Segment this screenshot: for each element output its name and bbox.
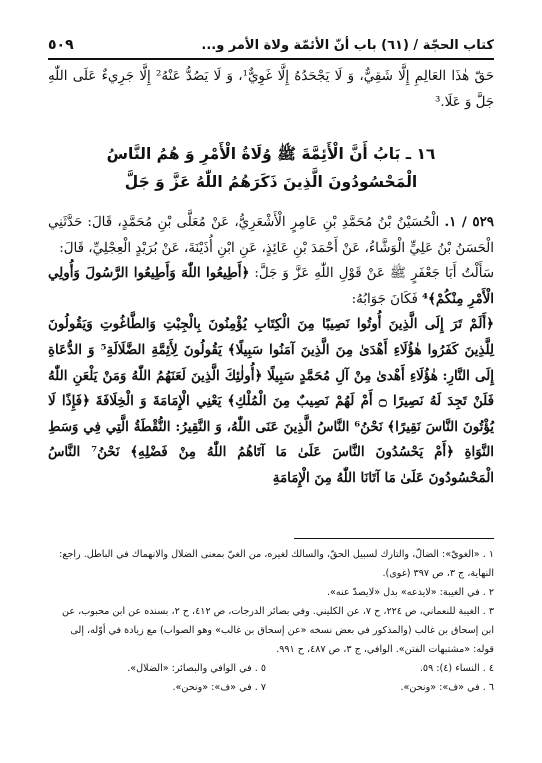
hadith-number: ٥٢٩ / ١. <box>444 214 494 230</box>
answer-intro: فَكَانَ جَوَابُهُ: <box>351 291 418 307</box>
gloss-c: يَعْنِي الْإِمَامَةَ وَ الْخِلَافَةَ <box>95 393 222 410</box>
chapter-heading-line-1: ١٦ ـ بَابُ أَنَّ الْأَئِمَّةَ ﷺ وُلَاةُ الْأَمْرِ وَ هُمُ النَّاسُ <box>106 145 436 163</box>
hadith-chain <box>48 210 494 261</box>
footnote-7: ٧ . في «ف»: «ونحن». <box>172 682 266 693</box>
footnotes <box>48 545 494 697</box>
verse-a: ﴿أَلَمْ تَرَ إِلَى الَّذِينَ أُوتُوا نَصِيبًا مِنَ الْكِتَابِ يُؤْمِنُونَ بِالْجِبْتِ وَالطَّاغُوتِ وَيَقُولُونَ لِلَّذِينَ كَفَرُوا هٰؤُلَاءِ أَهْدَىٰ مِنَ الَّذِينَ آمَنُوا سَبِيلًا﴾ <box>48 316 494 358</box>
chapter-heading-line-2: الْمَحْسُودُونَ الَّذِينَ ذَكَرَهُمُ اللّٰهُ عَزَّ وَ جَلَّ <box>124 173 418 191</box>
question-verse: ﴿أَطِيعُوا اللّٰهَ وَأَطِيعُوا الرَّسُولَ وَأُولِي الْأَمْرِ مِنْكُمْ﴾⁴ <box>48 265 494 307</box>
footnote-3: ٣ . الغيبة للنعماني، ص ٢٢٤، ح ٧، عن الكليني. وفي بصائر الدرجات، ص ٤١٢، ح ٢، بسنده عن ابن محبوب، عن ابن إسحاق بن غالب (والمذكور في بعض نسخه «عن إسحاق بن غالب» وهو الصواب) مع زيادة في أوّله، إلى قوله: «مشتبهات الفتن». الوافي، ج ٣، ص ٤٨٧، ح ٩٩١. <box>62 606 494 655</box>
gloss-a: يَقُولُونَ لِأَئِمَّةِ الضَّلَالَةِ⁵ وَ الدُّعَاةِ إِلَى النَّارِ: <box>48 341 494 384</box>
gloss-d: نَحْنُ⁶ النَّاسُ الَّذِينَ عَنَى اللّٰهُ، وَ النَّقِيرُ: النُّقْطَةُ الَّتِي فِي وَسَطِ النَّوَاةِ <box>48 418 494 461</box>
hadith-block <box>48 210 494 492</box>
hadith-answer <box>48 312 494 491</box>
footnote-5: ٥ . في الوافي والبصائر: «الضلال». <box>127 663 266 674</box>
intro-paragraph: حَقّ هٰذَا العَالِمِ إِلَّا شَقِيٌّ، وَ لَا يَجْحَدُهُ إِلَّا غَوِيٌّ¹، وَ لَا يَصُدُّ عَنْهُ² إِلَّا جَرِيءٌ عَلَى اللّٰهِ جَلَّ وَ عَلَا.³ <box>48 69 494 110</box>
verse-b: ﴿أُولٰئِكَ الَّذِينَ لَعَنَهُمُ اللّٰهُ وَمَنْ يَلْعَنِ اللّٰهُ فَلَنْ تَجِدَ لَهُ نَصِيرًا ۝ أَمْ لَهُمْ نَصِيبٌ مِنَ الْمُلْكِ﴾ <box>48 367 494 410</box>
footnote-6: ٦ . في «ف»: «ونحن». <box>400 682 494 693</box>
running-header-title: كتاب الحجّة / (٦١) باب أنّ الأئمّة ولاة الأمر و... <box>201 37 494 53</box>
hadith-question <box>48 261 494 312</box>
chapter-heading <box>60 140 482 196</box>
footnote-separator <box>294 538 494 539</box>
verse-d: ﴿أَمْ يَحْسُدُونَ النَّاسَ عَلَىٰ مَا آتَاهُمُ اللّٰهُ مِنْ فَضْلِهِ﴾ <box>130 444 454 461</box>
hadith-isnad: الْحُسَيْنُ بْنُ مُحَمَّدِ بْنِ عَامِرٍ الْأَشْعَرِيُّ، عَنْ مُعَلَّى بْنِ مُحَمَّدٍ، قَالَ: حَدَّثَنِي الْحَسَنُ بْنُ عَلِيٍّ الْوَشَّاءُ، عَنْ أَحْمَدَ بْنِ عَائِذٍ، عَنِ ابْنِ أُذَيْنَةَ، عَنْ بُرَيْدٍ الْعِجْلِيِّ، قَالَ: <box>48 215 494 256</box>
footnote-4: ٤ . النساء (٤): ٥٩. <box>419 663 494 674</box>
running-header <box>48 32 494 60</box>
page-number: ٥٠٩ <box>48 37 74 53</box>
footnote-1: ١ . «الغويّ»: الضالّ، والتارك لسبيل الحقّ، والسالك لغيره، من الغيّ بمعنى الضلال والانهماك في الباطل. راجع: النهاية، ج ٣، ص ٣٩٧ (غوى). <box>59 549 494 579</box>
verse-c: ﴿فَإِذًا لَا يُؤْتُونَ النَّاسَ نَقِيرًا﴾ <box>48 393 494 435</box>
footnote-grid <box>48 659 494 697</box>
gloss-b: هٰؤُلَاءِ أَهْدىٰ مِنْ آلِ مُحَمَّدٍ سَبِيلًا <box>267 367 438 384</box>
gloss-e: نَحْنُ⁷ النَّاسُ الْمَحْسُودُونَ عَلَىٰ مَا آتَانَا اللّٰهُ مِنَ الْإِمَامَةِ <box>48 444 494 486</box>
footnote-2: ٢ . في الغيبة: «لايدعه» بدل «لايصدّ عنه». <box>326 587 494 598</box>
question-intro: سَأَلْتُ أَبَا جَعْفَرٍ ﷺ عَنْ قَوْلِ اللّٰهِ عَزَّ وَ جَلَّ: <box>254 266 495 282</box>
